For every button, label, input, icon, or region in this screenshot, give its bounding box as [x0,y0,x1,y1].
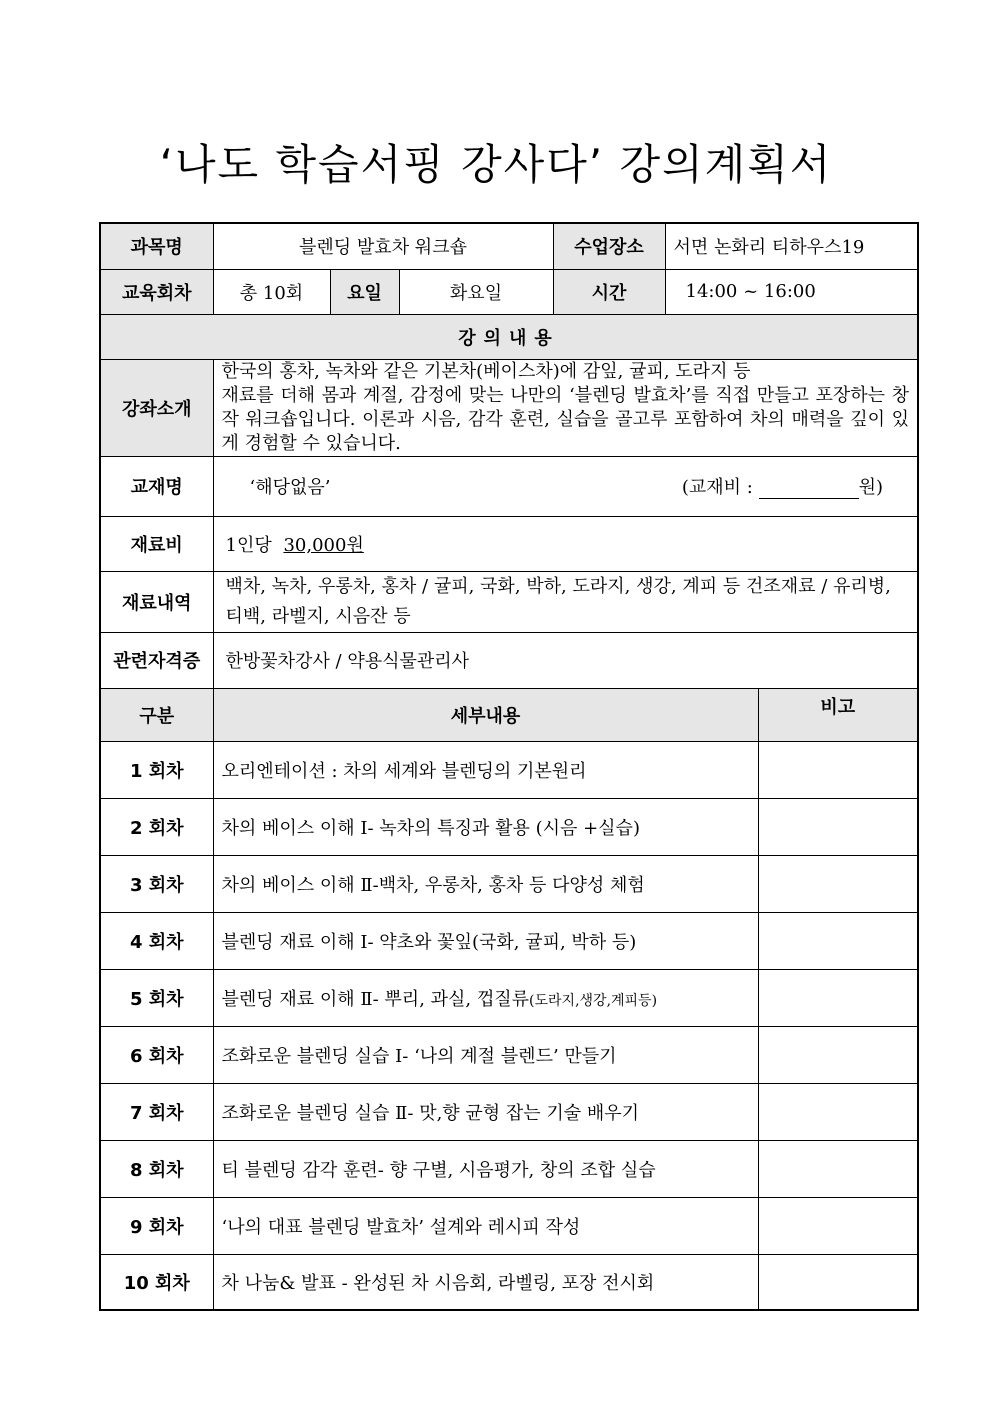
session-number: 2 회차 [100,798,213,855]
info-row-course [100,223,918,269]
session-detail: 오리엔테이션 : 차의 세계와 블렌딩의 기본원리 [213,741,758,798]
section-header-row [100,314,918,359]
session-number: 1 회차 [100,741,213,798]
session-note [758,1197,918,1254]
sessions-label: 교육회차 [100,269,213,314]
session-detail: 조화로운 블렌딩 실습 Ⅰ- ‘나의 계절 블렌드’ 만들기 [213,1026,758,1083]
session-detail: 티 블렌딩 감각 훈련- 향 구별, 시음평가, 창의 조합 실습 [213,1140,758,1197]
table-row [100,969,918,1026]
session-number: 10 회차 [100,1254,213,1310]
intro-line-2: 재료를 더해 몸과 계절, 감정에 맞는 나만의 ‘블렌딩 발효차’를 직접 만들고 포장하는 창작 워크숍입니다. 이론과 시음, 감각 훈련, 실습을 골고루 포함하여 차의 매력을 깊이 있게 경험할 수 있습니다. [221,384,910,454]
intro-label: 강좌소개 [100,359,213,456]
schedule-header-detail: 세부내용 [213,688,758,741]
schedule-header-row [100,688,918,741]
table-row [100,1197,918,1254]
session-detail: 차의 베이스 이해 Ⅱ-백차, 우롱차, 홍차 등 다양성 체험 [213,855,758,912]
session-detail-small: (도라지,생강,계피등) [529,992,658,1009]
table-row [100,1254,918,1310]
session-detail: ‘나의 대표 블렌딩 발효차’ 설계와 레시피 작성 [213,1197,758,1254]
session-note [758,798,918,855]
session-number: 8 회차 [100,1140,213,1197]
session-detail: 차 나눔& 발표 - 완성된 차 시음회, 라벨링, 포장 전시회 [213,1254,758,1310]
session-number: 4 회차 [100,912,213,969]
table-row [100,798,918,855]
session-note [758,855,918,912]
material-fee-cell [213,516,918,571]
place-value: 서면 논화리 티하우스19 [665,223,918,269]
time-value: 14:00 ~ 16:00 [665,269,918,314]
session-note [758,912,918,969]
certificates-value: 한방꽃차강사 / 약용식물관리사 [213,632,918,688]
session-detail: 블렌딩 재료 이해 Ⅱ- 뿌리, 과실, 껍질류 [221,988,530,1010]
table-row [100,1026,918,1083]
material-fee-row [100,516,918,571]
textbook-value: ‘해당없음’ [249,477,331,498]
materials-value: 백차, 녹차, 우롱차, 홍차 / 귤피, 국화, 박하, 도라지, 생강, 계피 등 건조재료 / 유리병, 티백, 라벨지, 시음잔 등 [213,571,918,632]
day-label: 요일 [330,269,399,314]
session-note [758,1254,918,1310]
schedule-header-note: 비고 [758,688,918,741]
certificates-row [100,632,918,688]
material-fee-amount: 30,000원 [283,534,364,556]
materials-label: 재료내역 [100,571,213,632]
session-number: 5 회차 [100,969,213,1026]
place-label: 수업장소 [553,223,665,269]
info-row-schedule [100,269,918,314]
session-number: 3 회차 [100,855,213,912]
session-number: 6 회차 [100,1026,213,1083]
session-note [758,1083,918,1140]
textbook-fee-blank [759,480,859,499]
session-note [758,969,918,1026]
table-row [100,741,918,798]
textbook-cell [213,456,918,516]
table-row [100,855,918,912]
textbook-fee [682,473,883,499]
session-detail: 블렌딩 재료 이해 Ⅰ- 약초와 꽃잎(국화, 귤피, 박하 등) [213,912,758,969]
session-number: 9 회차 [100,1197,213,1254]
session-detail: 차의 베이스 이해 Ⅰ- 녹차의 특징과 활용 (시음 +실습) [213,798,758,855]
session-number: 7 회차 [100,1083,213,1140]
intro-text [213,359,918,456]
material-fee-prefix: 1인당 [225,534,272,556]
textbook-fee-open: (교재비 : [681,477,753,498]
table-row [100,1083,918,1140]
session-note [758,1026,918,1083]
sessions-value: 총 10회 [213,269,330,314]
time-label: 시간 [553,269,665,314]
lecture-plan-table [99,222,919,1311]
day-value: 화요일 [399,269,553,314]
certificates-label: 관련자격증 [100,632,213,688]
textbook-label: 교재명 [100,456,213,516]
session-note [758,741,918,798]
textbook-fee-unit: 원) [858,477,884,498]
section-title: 강의내용 [100,314,918,359]
course-value: 블렌딩 발효차 워크숍 [213,223,553,269]
session-detail-cell [213,969,758,1026]
intro-row [100,359,918,456]
material-fee-label: 재료비 [100,516,213,571]
materials-row [100,571,918,632]
intro-line-1: 한국의 홍차, 녹차와 같은 기본차(베이스차)에 감잎, 귤피, 도라지 등 [221,360,751,382]
schedule-header-session: 구분 [100,688,213,741]
session-detail: 조화로운 블렌딩 실습 Ⅱ- 맛,향 균형 잡는 기술 배우기 [213,1083,758,1140]
course-label: 과목명 [100,223,213,269]
textbook-row [100,456,918,516]
table-row [100,912,918,969]
document-title: ‘나도 학습서핑 강사다’ 강의계획서 [159,140,833,189]
table-row [100,1140,918,1197]
session-note [758,1140,918,1197]
